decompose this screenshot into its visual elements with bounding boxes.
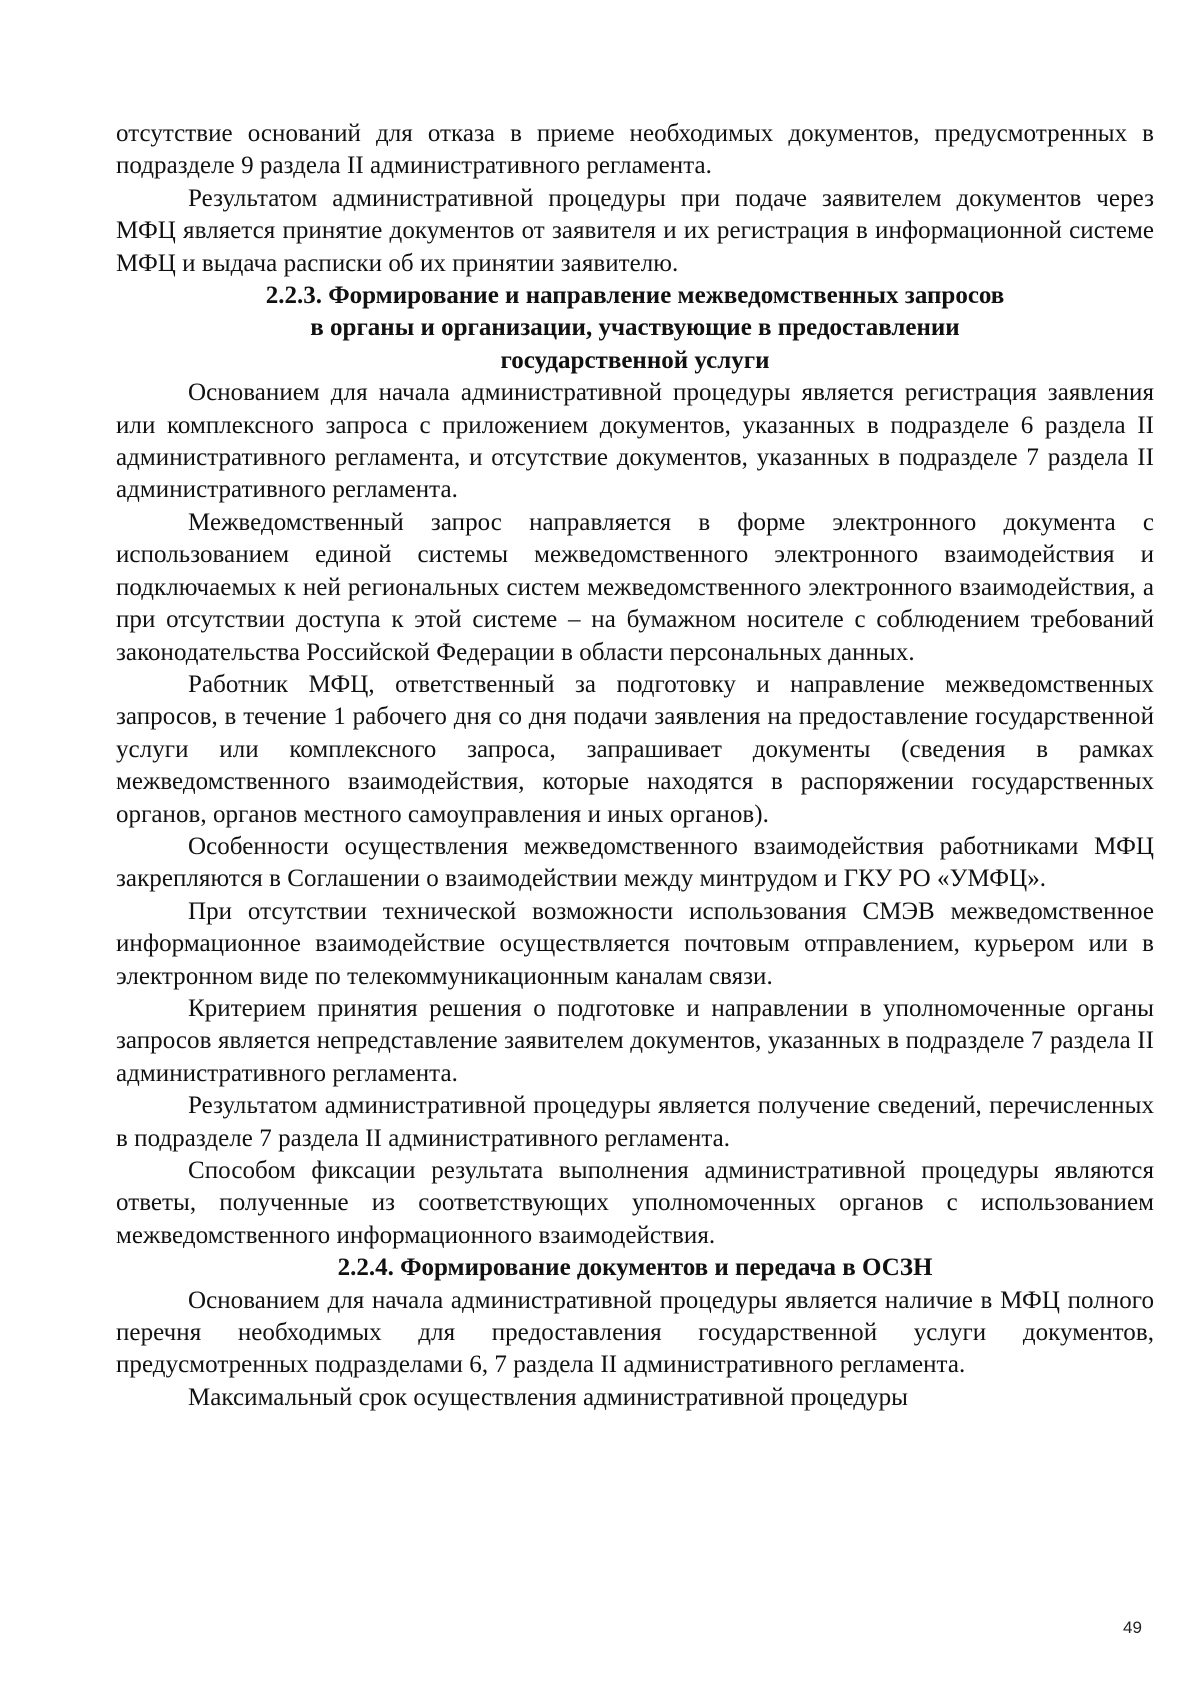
body-paragraph: Способом фиксации результата выполнения административной процедуры являются ответы, полученные из соответствующих уполномоченных органов с использованием межведомственного информационного взаимодействия. — [116, 1157, 1154, 1249]
body-paragraph: Результатом административной процедуры является получение сведений, перечисленных в подразделе 7 раздела II административного регламента. — [116, 1092, 1154, 1152]
body-paragraph: Основанием для начала административной процедуры является наличие в МФЦ полного перечня необходимых для предоставления государственной услуги документов, предусмотренных подразделами 6, 7 раздела II административного регламента. — [116, 1286, 1154, 1379]
body-paragraph: Межведомственный запрос направляется в форме электронного документа с использованием единой системы межведомственного электронного взаимодействия и подключаемых к ней региональных систем межведомственного электронного взаимодействия, а при отсутствии доступа к этой системе – на бумажном носителе с соблюдением требований законодательства Российской Федерации в области персональных данных. — [116, 508, 1154, 666]
section-heading-line: 2.2.4. Формирование документов и передача в ОСЗН — [337, 1254, 933, 1282]
section-heading — [116, 1252, 1154, 1284]
body-paragraph: Основанием для начала административной процедуры является регистрация заявления или комплексного запроса с приложением документов, указанных в подразделе 6 раздела II административного регламента, и отсутствие документов, указанных в подразделе 7 раздела II административного регламента. — [116, 379, 1154, 504]
body-paragraph: Работник МФЦ, ответственный за подготовку и направление межведомственных запросов, в течение 1 рабочего дня со дня подачи заявления на предоставление государственной услуги или комплексного запроса, запрашивает документы (сведения в рамках межведомственного взаимодействия, которые находятся в распоряжении государственных органов, органов местного самоуправления и иных органов). — [116, 670, 1154, 828]
body-paragraph: Особенности осуществления межведомственного взаимодействия работниками МФЦ закрепляются в Соглашении о взаимодействии между минтрудом и ГКУ РО «УМФЦ». — [116, 832, 1154, 893]
body-paragraph: При отсутствии технической возможности использования СМЭВ межведомственное информационное взаимодействие осуществляется почтовым отправлением, курьером или в электронном виде по телекоммуникационным каналам связи. — [116, 897, 1154, 990]
section-heading-line: государственной услуги — [500, 346, 770, 374]
body-paragraph: Результатом административной процедуры при подаче заявителем документов через МФЦ является принятие документов от заявителя и их регистрация в информационной системе МФЦ и выдача расписки об их принятии заявителю. — [116, 184, 1154, 277]
body-paragraph: отсутствие оснований для отказа в приеме необходимых документов, предусмотренных в подразделе 9 раздела II административного регламента. — [116, 120, 1154, 180]
section-heading — [116, 280, 1154, 377]
page-number: 49 — [1123, 1618, 1142, 1637]
document-body — [116, 118, 1154, 1414]
section-heading-line: 2.2.3. Формирование и направление межведомственных запросов — [265, 282, 1005, 310]
body-paragraph: Критерием принятия решения о подготовке и направлении в уполномоченные органы запросов является непредставление заявителем документов, указанных в подразделе 7 раздела II административного регламента. — [116, 994, 1154, 1087]
section-heading-line: в органы и организации, участвующие в предоставлении — [310, 314, 960, 342]
body-paragraph: Максимальный срок осуществления административной процедуры — [188, 1383, 909, 1411]
